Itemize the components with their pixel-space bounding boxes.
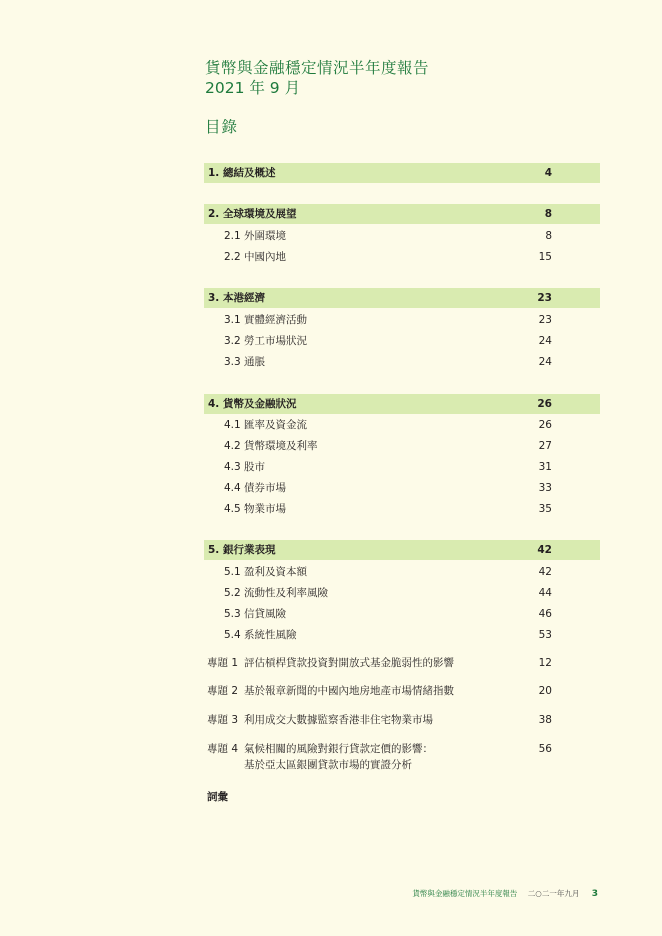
toc-section-label: 3. 本港經濟 [208,292,265,304]
toc-page-number: 42 [538,566,552,578]
toc-subsection-5-2[interactable] [204,583,600,603]
toc-subsection-3-2[interactable] [204,331,600,351]
toc-feature-label-line2: 基於亞太區銀團貸款市場的實證分析 [244,759,412,771]
toc-subsection-3-3[interactable] [204,352,600,372]
toc-feature-number: 專題 4 [207,743,239,755]
toc-section-1[interactable] [204,163,600,183]
toc-feature-3[interactable] [204,710,600,730]
toc-page-number: 23 [537,292,552,304]
toc-subsection-4-3[interactable] [204,457,600,477]
toc-glossary[interactable]: 詞彙 [207,791,228,803]
toc-subsection-label: 2.2 中國內地 [224,251,287,263]
toc-page-number: 12 [538,657,552,669]
toc-subsection-4-4[interactable] [204,478,600,498]
toc-feature-2[interactable] [204,681,600,701]
toc-section-label: 1. 總結及概述 [208,167,276,179]
toc-subsection-label: 4.1 匯率及資金流 [224,419,308,431]
page-footer [412,888,598,900]
toc-page-number: 23 [538,314,552,326]
toc-page-number: 26 [538,419,552,431]
toc-section-5[interactable] [204,540,600,560]
toc-subsection-4-2[interactable] [204,436,600,456]
toc-subsection-5-1[interactable] [204,562,600,582]
toc-page-number: 20 [538,685,552,697]
toc-page-number: 8 [545,230,552,242]
toc-subsection-label: 3.2 勞工市場狀況 [224,335,308,347]
toc-feature-label: 利用成交大數據監察香港非住宅物業市場 [244,714,433,726]
toc-subsection-4-1[interactable] [204,415,600,435]
toc-page-number: 31 [538,461,552,473]
toc-subsection-label: 4.4 債券市場 [224,482,287,494]
toc-section-2[interactable] [204,204,600,224]
toc-subsection-5-4[interactable] [204,625,600,645]
toc-page-number: 15 [538,251,552,263]
toc-section-label: 4. 貨幣及金融狀況 [208,398,297,410]
toc-page-number: 56 [538,743,552,755]
toc-subsection-label: 4.2 貨幣環境及利率 [224,440,318,452]
toc-page-number: 53 [538,629,552,641]
toc-section-label: 5. 銀行業表現 [208,544,276,556]
toc-feature-label: 基於報章新聞的中國內地房地產市場情緒指數 [244,685,454,697]
toc-subsection-label: 5.2 流動性及利率風險 [224,587,329,599]
toc-page-number: 24 [538,356,552,368]
toc-subsection-label: 5.4 系統性風險 [224,629,297,641]
footer-page-number: 3 [591,889,598,899]
toc-subsection-4-5[interactable] [204,499,600,519]
toc-page-number: 35 [538,503,552,515]
toc-heading: 目錄 [205,118,239,136]
toc-subsection-2-1[interactable] [204,226,600,246]
toc-subsection-5-3[interactable] [204,604,600,624]
toc-page-number: 27 [538,440,552,452]
toc-feature-number: 專題 3 [207,714,239,726]
toc-feature-number: 專題 1 [207,657,239,669]
toc-page-number: 46 [538,608,552,620]
toc-subsection-label: 5.1 盈利及資本額 [224,566,308,578]
toc-feature-label: 評估槓桿貸款投資對開放式基金脆弱性的影響 [244,657,454,669]
toc-section-4[interactable] [204,394,600,414]
toc-subsection-3-1[interactable] [204,310,600,330]
toc-section-3[interactable] [204,288,600,308]
toc-subsection-label: 4.5 物業市場 [224,503,287,515]
report-title: 貨幣與金融穩定情況半年度報告 [205,59,430,77]
toc-subsection-label: 5.3 信貸風險 [224,608,287,620]
toc-page-number: 24 [538,335,552,347]
toc-section-label: 2. 全球環境及展望 [208,208,297,220]
toc-subsection-label: 3.1 實體經濟活動 [224,314,308,326]
toc-page-number: 42 [537,544,552,556]
toc-subsection-label: 4.3 股市 [224,461,266,473]
report-date: 2021 年 9 月 [205,79,301,97]
toc-subsection-label: 3.3 通脹 [224,356,266,368]
toc-feature-1[interactable] [204,653,600,673]
footer-date: 二○二一年九月 [527,889,580,898]
toc-page-number: 33 [538,482,552,494]
toc-subsection-label: 2.1 外圍環境 [224,230,287,242]
toc-feature-number: 專題 2 [207,685,239,697]
toc-page-number: 44 [538,587,552,599]
toc-subsection-2-2[interactable] [204,247,600,267]
toc-page-number: 26 [537,398,552,410]
toc-page-number: 38 [538,714,552,726]
footer-publication: 貨幣與金融穩定情況半年度報告 [412,889,518,898]
toc-page-number: 4 [544,167,552,179]
toc-page-number: 8 [544,208,552,220]
toc-feature-4[interactable] [204,739,600,775]
toc-feature-label: 氣候相關的風險對銀行貸款定價的影響： [244,743,433,755]
